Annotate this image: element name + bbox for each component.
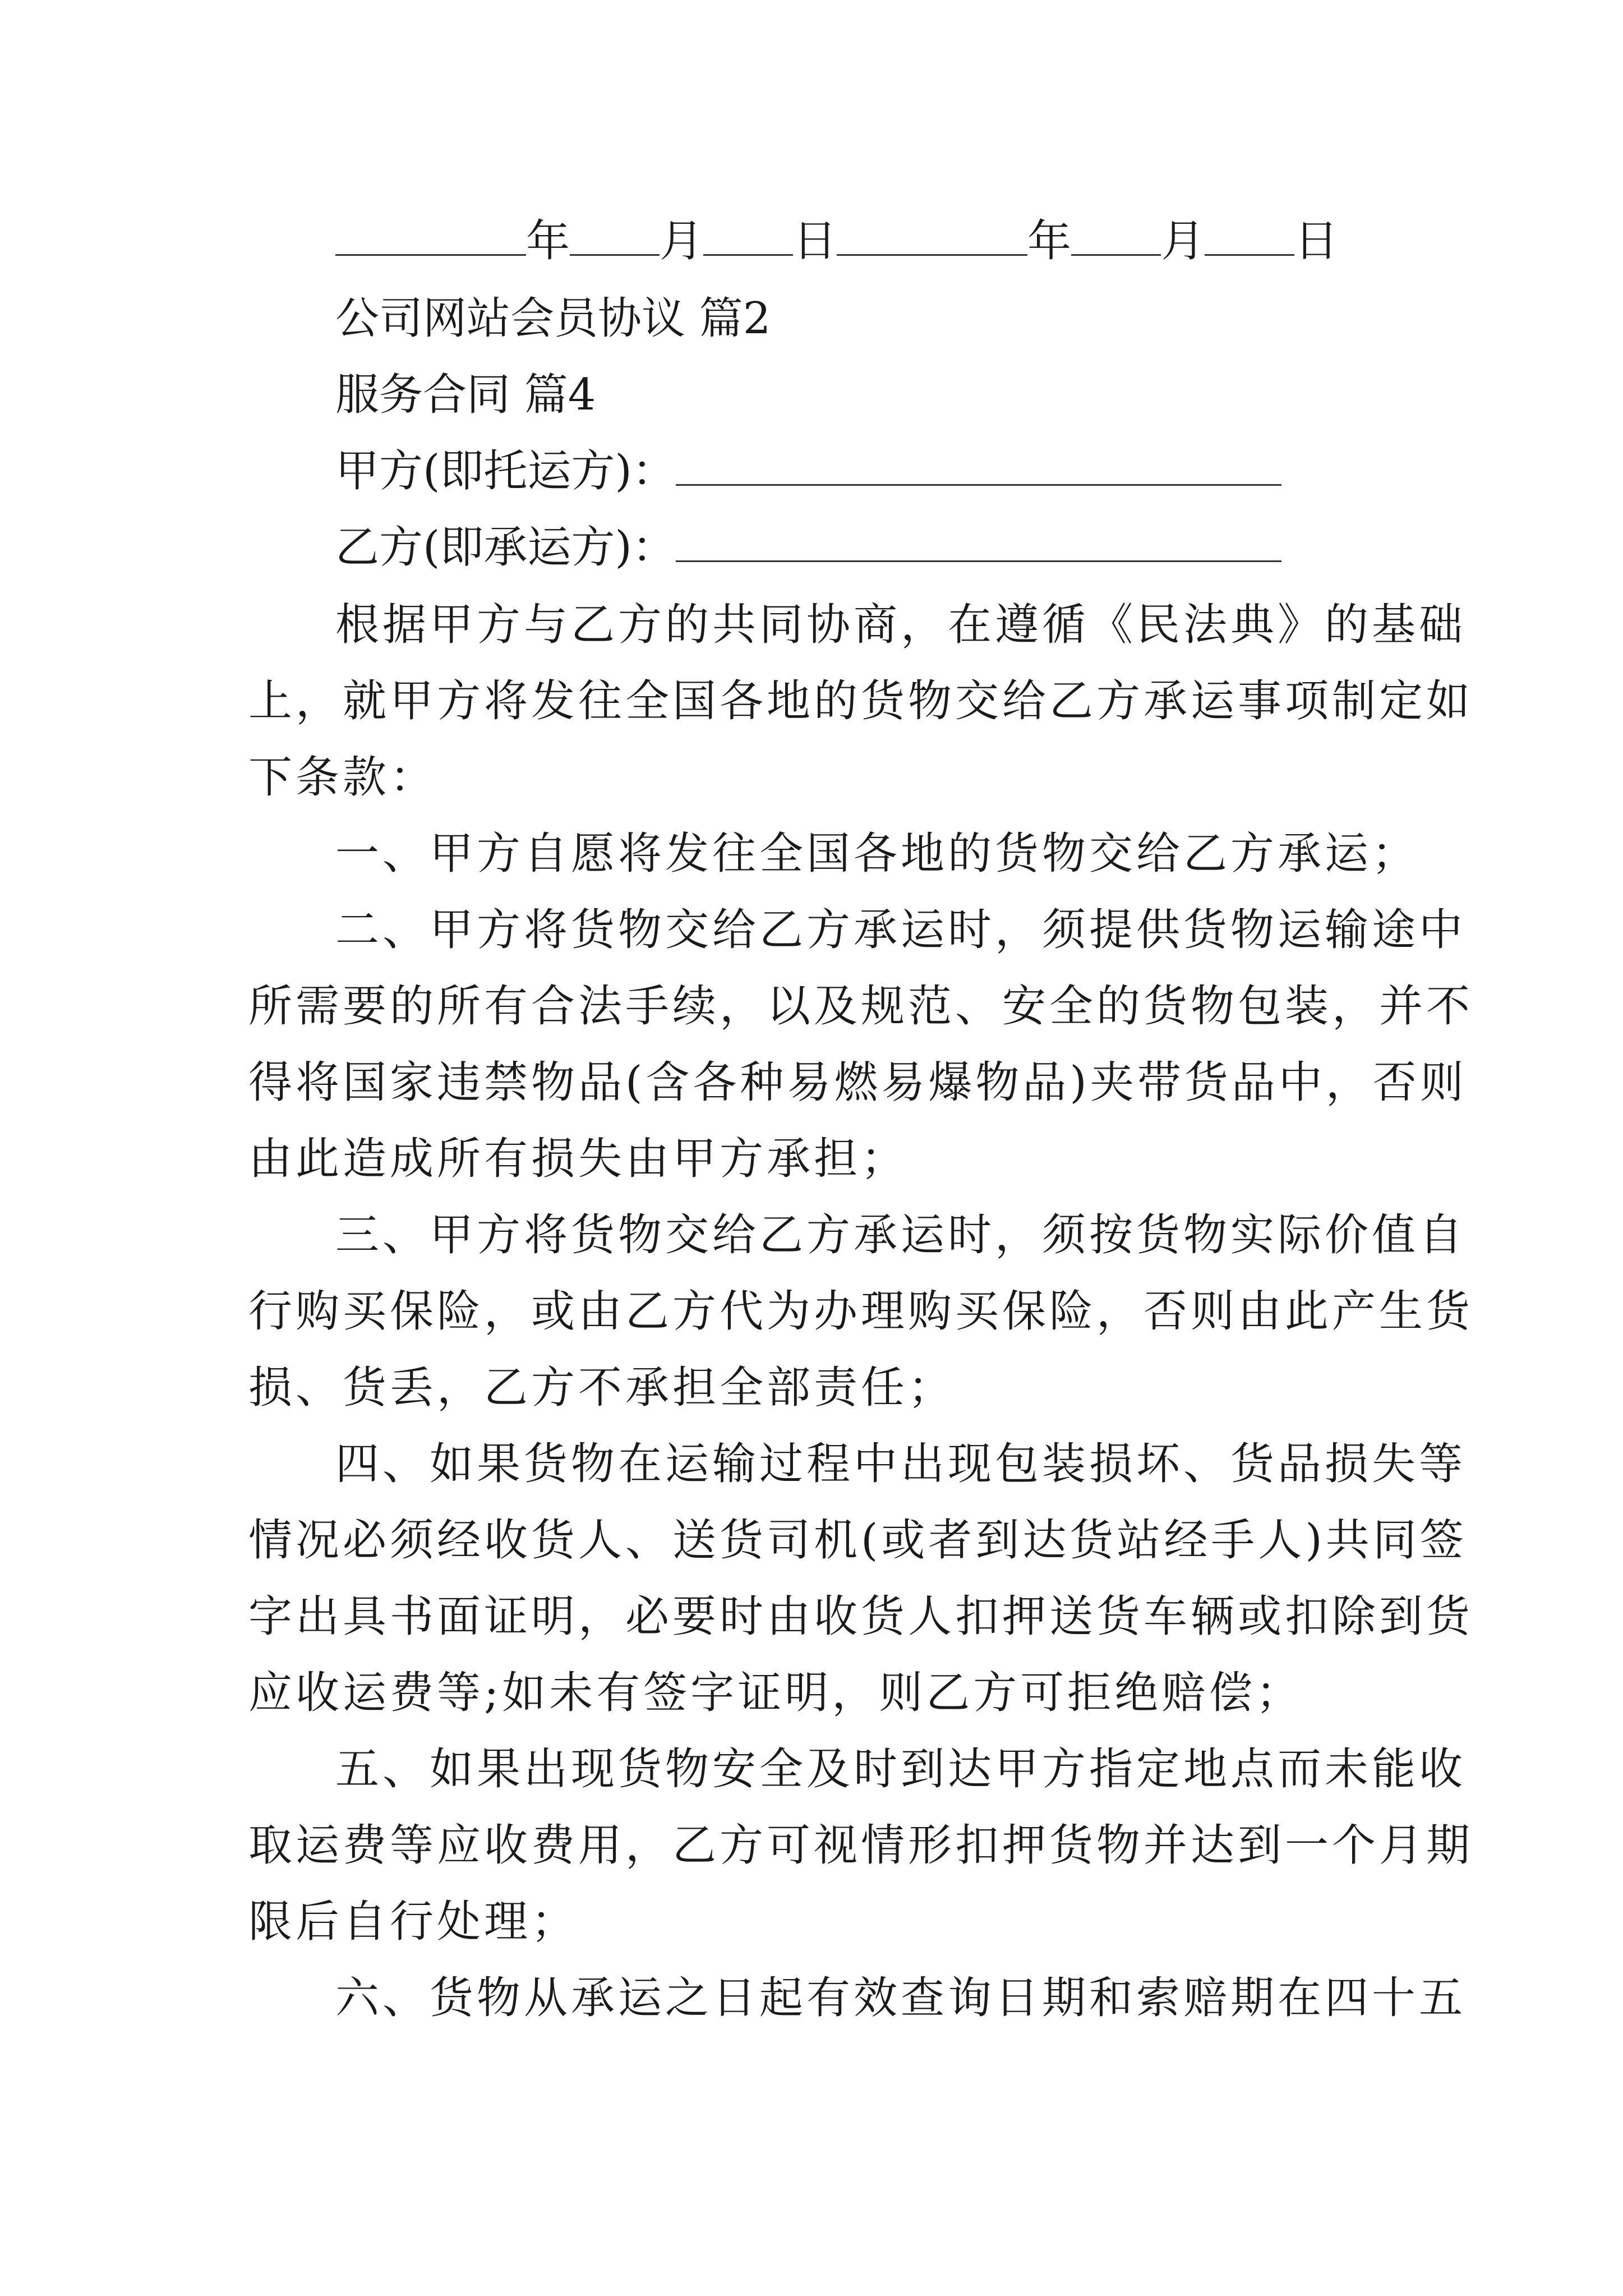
party-a-label: 甲方(即托运方)： [335,446,676,496]
day-label-1: 日 [793,216,837,266]
year-label-2: 年 [1027,216,1072,266]
text-line: 字出具书面证明，必要时由收货人扣押送货车辆或扣除到货 [248,1591,1474,1642]
heading-member-agreement: 公司网站会员协议 篇2 [335,293,771,344]
text-line: 情况必须经收货人、送货司机(或者到达货站经手人)共同签 [248,1515,1467,1566]
text-line: 取运费等应收费用，乙方可视情形扣押货物并达到一个月期 [248,1820,1474,1871]
day-label-2: 日 [1294,216,1339,266]
blank-month-2[interactable] [1071,215,1161,256]
party-b-label: 乙方(即承运方)： [335,522,676,573]
text-line: 根据甲方与乙方的共同协商，在遵循《民法典》的基础 [335,600,1467,650]
year-label-1: 年 [526,216,570,266]
party-a-row [335,443,1281,499]
text-line: 由此造成所有损失由甲方承担； [248,1134,909,1184]
party-a-blank[interactable] [676,445,1281,486]
text-line: 六、货物从承运之日起有效查询日期和索赔期在四十五 [335,1973,1467,2023]
text-line: 损、货丢，乙方不承担全部责任； [248,1363,956,1413]
blank-day-2[interactable] [1205,215,1294,256]
blank-year-1[interactable] [335,215,526,256]
text-line: 得将国家违禁物品(含各种易燃易爆物品)夹带货品中，否则 [248,1057,1467,1108]
party-b-row [335,519,1281,576]
blank-month-1[interactable] [570,215,660,256]
text-line: 下条款： [248,752,437,803]
month-label-1: 月 [660,216,704,266]
party-b-blank[interactable] [676,521,1281,562]
text-line: 五、如果出现货物安全及时到达甲方指定地点而未能收 [335,1744,1467,1795]
text-line: 应收运费等;如未有签字证明，则乙方可拒绝赔偿； [248,1668,1303,1718]
text-line: 二、甲方将货物交给乙方承运时，须提供货物运输途中 [335,905,1467,955]
text-line: 所需要的所有合法手续，以及规范、安全的货物包装，并不 [248,981,1474,1032]
text-line: 限后自行处理； [248,1897,579,1947]
blank-day-1[interactable] [703,215,793,256]
text-line: 三、甲方将货物交给乙方承运时，须按货物实际价值自 [335,1210,1467,1260]
heading-service-contract: 服务合同 篇4 [335,370,596,420]
text-line: 四、如果货物在运输过程中出现包装损坏、货品损失等 [335,1439,1467,1489]
text-line: 上，就甲方将发往全国各地的货物交给乙方承运事项制定如 [248,676,1474,726]
signature-date-line [335,213,1338,269]
month-label-2: 月 [1161,216,1205,266]
blank-year-2[interactable] [837,215,1027,256]
text-line: 行购买保险，或由乙方代为办理购买保险，否则由此产生货 [248,1286,1474,1337]
text-line: 一、甲方自愿将发往全国各地的货物交给乙方承运； [335,829,1419,879]
